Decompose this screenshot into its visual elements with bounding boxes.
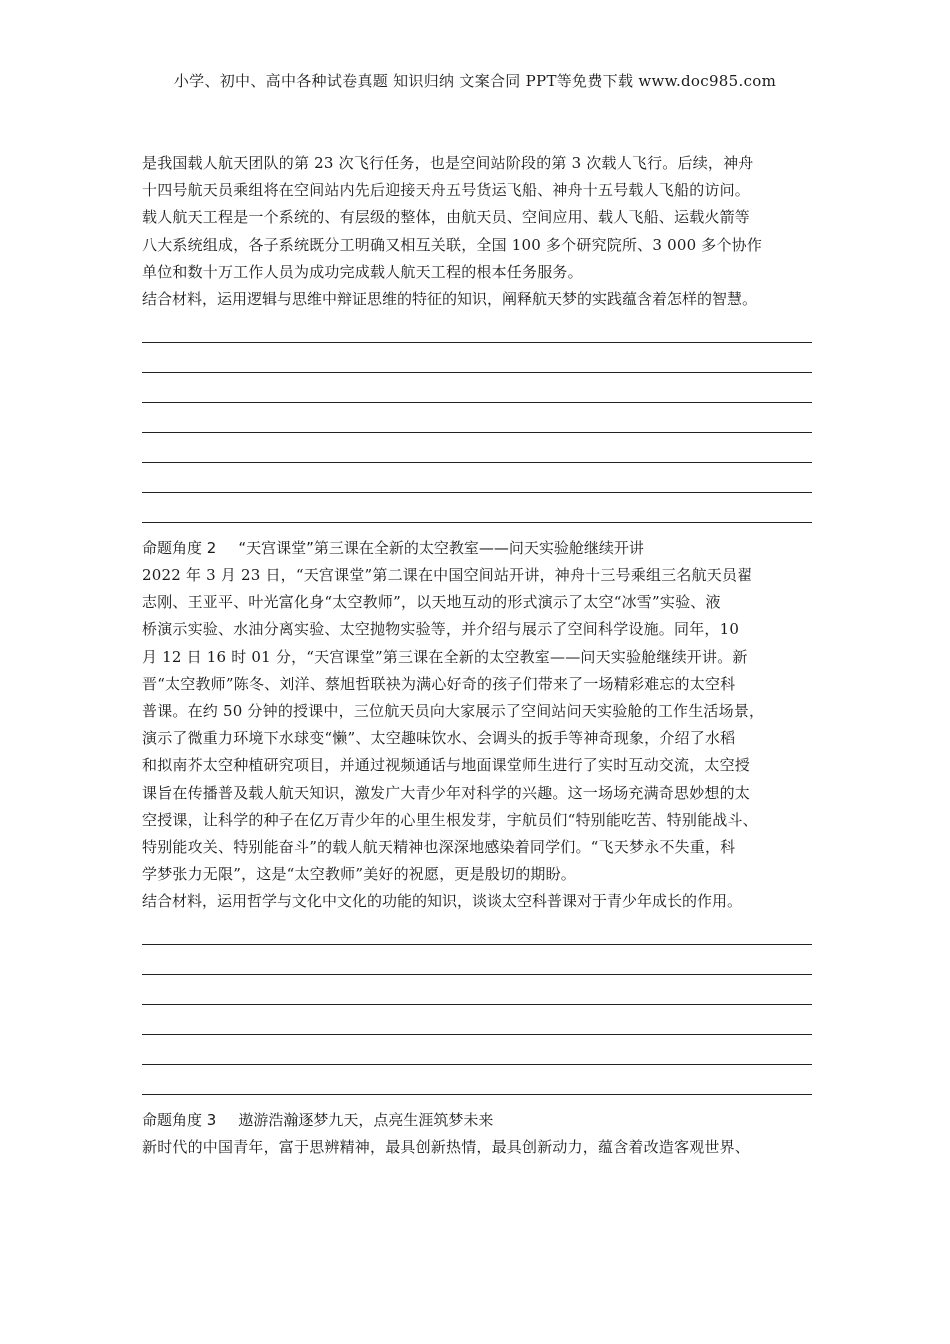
paragraph-line: 是我国载人航天团队的第 23 次飞行任务，也是空间站阶段的第 3 次载人飞行。后续，神舟	[142, 154, 754, 172]
answer-line	[142, 915, 812, 945]
paragraph-line: 单位和数十万工作人员为成功完成载人航天工程的根本任务服务。	[142, 262, 583, 281]
answer-line	[142, 313, 812, 343]
answer-line	[142, 493, 812, 523]
paragraph-line: 空授课，让科学的种子在亿万青少年的心里生根发芽，宇航员们“特别能吃苦、特别能战斗、	[142, 810, 758, 829]
paragraph-line: 普课。在约 50 分钟的授课中，三位航天员向大家展示了空间站问天实验舱的工作生活场景，	[142, 702, 765, 721]
answer-line	[142, 373, 812, 403]
section2-question: 结合材料，运用哲学与文化中文化的功能的知识，谈谈太空科普课对于青少年成长的作用。	[142, 892, 743, 911]
section1-answer-lines	[142, 313, 822, 523]
paragraph-line: 十四号航天员乘组将在空间站内先后迎接天舟五号货运飞船、神舟十五号载人飞船的访问。	[142, 181, 751, 200]
answer-line	[142, 433, 812, 463]
paragraph-line: 特别能攻关、特别能奋斗”的载人航天精神也深深地感染着同学们。“飞天梦永不失重，科	[142, 838, 736, 857]
paragraph-line: 晋“太空教师”陈冬、刘洋、蔡旭哲联袂为满心好奇的孩子们带来了一场精彩难忘的太空科	[142, 674, 736, 693]
paragraph-line: 载人航天工程是一个系统的、有层级的整体，由航天员、空间应用、载人飞船、运载火箭等	[142, 208, 751, 227]
document-body	[142, 150, 822, 1162]
answer-line	[142, 403, 812, 433]
section1-question: 结合材料，运用逻辑与思维中辩证思维的特征的知识，阐释航天梦的实践蕴含着怎样的智慧。	[142, 290, 758, 309]
page-header: 小学、初中、高中各种试卷真题 知识归纳 文案合同 PPT等免费下载 www.doc985.com	[173, 72, 777, 90]
answer-line	[142, 463, 812, 493]
section3-title: 遨游浩瀚逐梦九天，点亮生涯筑梦未来	[238, 1111, 494, 1130]
section2-material	[142, 562, 822, 888]
section1-material	[142, 150, 822, 286]
paragraph-line: 志刚、王亚平、叶光富化身“太空教师”，以天地互动的形式演示了太空“冰雪”实验、液	[142, 593, 721, 612]
paragraph-line: 学梦张力无限”，这是“太空教师”美好的祝愿，更是殷切的期盼。	[142, 865, 577, 884]
paragraph-line: 课旨在传播普及载人航天知识，激发广大青少年对科学的兴趣。这一场场充满奇思妙想的太	[142, 783, 751, 802]
section3-heading	[142, 1107, 822, 1134]
section2-answer-lines	[142, 915, 822, 1095]
answer-line	[142, 1065, 812, 1095]
section2-heading	[142, 535, 822, 562]
paragraph-line: 演示了微重力环境下水球变“懒”、太空趣味饮水、会调头的扳手等神奇现象，介绍了水稻	[142, 729, 736, 748]
section2-label: 命题角度 2	[142, 539, 217, 558]
paragraph-line: 2022 年 3 月 23 日，“天宫课堂”第二课在中国空间站开讲，神舟十三号乘组三名航天员翟	[142, 566, 753, 585]
paragraph-line: 八大系统组成，各子系统既分工明确又相互关联，全国 100 多个研究院所、3 000 多个协作	[142, 235, 763, 254]
paragraph-line: 新时代的中国青年，富于思辨精神，最具创新热情，最具创新动力，蕴含着改造客观世界、	[142, 1138, 751, 1157]
answer-line	[142, 945, 812, 975]
section3-label: 命题角度 3	[142, 1111, 217, 1130]
paragraph-line: 月 12 日 16 时 01 分，“天宫课堂”第三课在全新的太空教室——问天实验舱继续开讲。新	[142, 647, 748, 666]
paragraph-line: 桥演示实验、水油分离实验、太空抛物实验等，并介绍与展示了空间科学设施。同年，10	[142, 620, 740, 639]
paragraph-line: 和拟南芥太空种植研究项目，并通过视频通话与地面课堂师生进行了实时互动交流，太空授	[142, 756, 751, 775]
answer-line	[142, 975, 812, 1005]
answer-line	[142, 1005, 812, 1035]
answer-line	[142, 1035, 812, 1065]
section2-title: “天宫课堂”第三课在全新的太空教室——问天实验舱继续开讲	[238, 539, 644, 558]
answer-line	[142, 343, 812, 373]
section3-material	[142, 1134, 822, 1161]
